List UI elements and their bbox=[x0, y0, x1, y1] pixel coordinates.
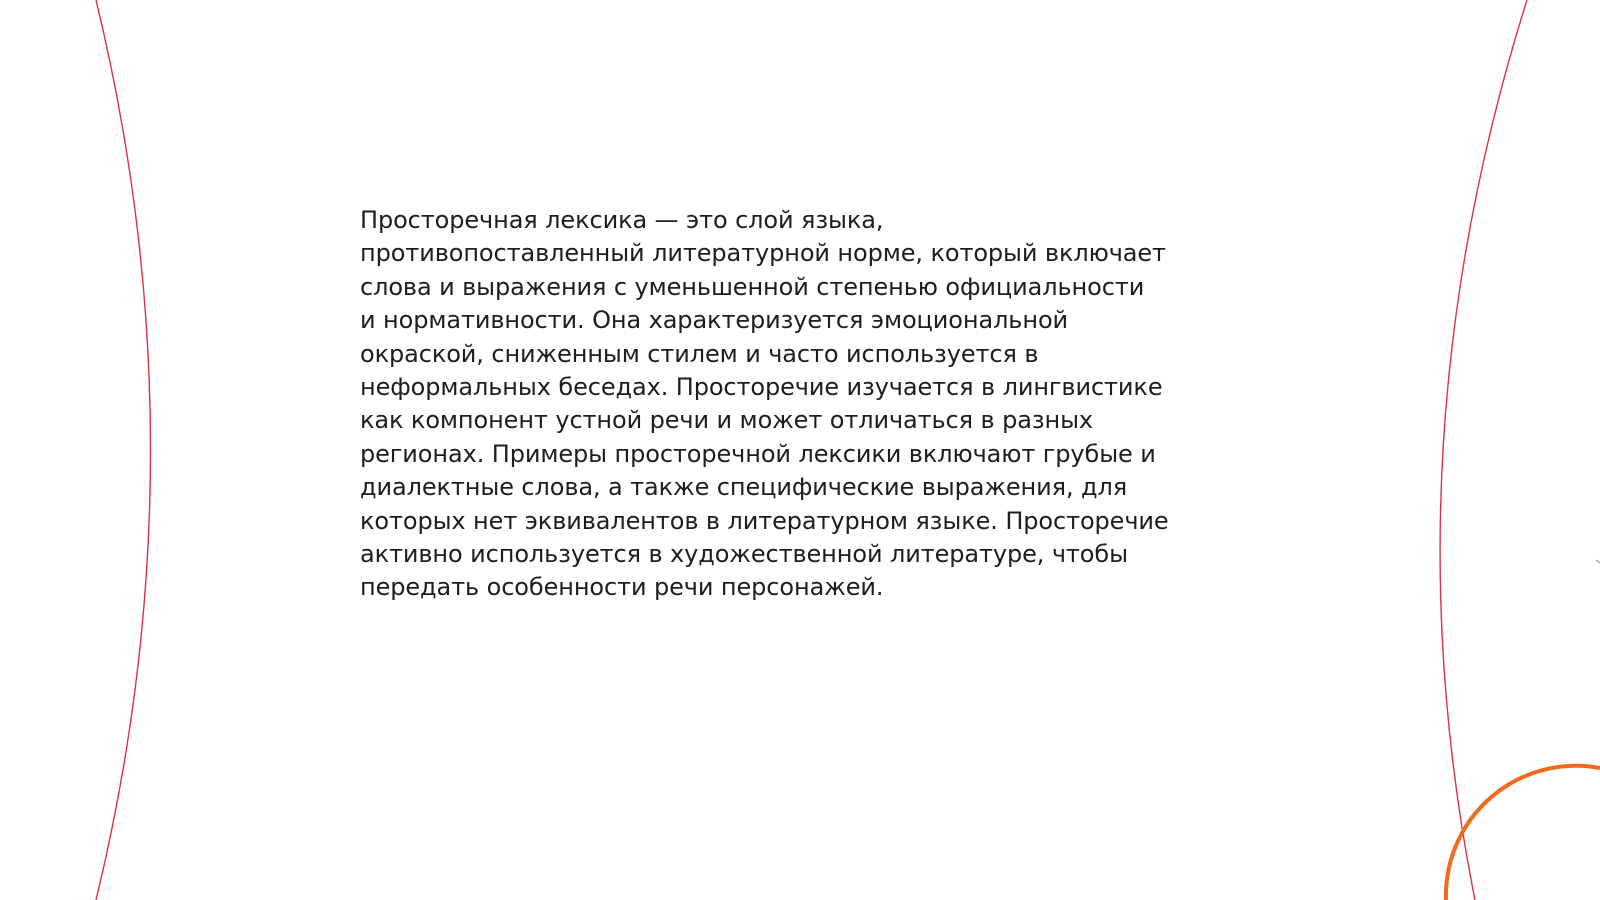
main-paragraph bbox=[360, 204, 1260, 605]
paragraph-line: неформальных беседах. Просторечие изучается в лингвистике bbox=[360, 373, 1163, 402]
paragraph-line: активно используется в художественной литературе, чтобы bbox=[360, 540, 1128, 569]
small-arrow-mark bbox=[1596, 560, 1600, 563]
paragraph-line: которых нет эквивалентов в литературном языке. Просторечие bbox=[360, 506, 1169, 535]
paragraph-line: и нормативности. Она характеризуется эмоциональной bbox=[360, 306, 1069, 335]
paragraph-line: Просторечная лексика — это слой языка, bbox=[360, 206, 884, 234]
left-red-arc bbox=[96, 0, 151, 900]
orange-circle-arc bbox=[1446, 766, 1600, 900]
right-red-arc bbox=[1440, 0, 1527, 900]
paragraph-line: окраской, сниженным стилем и часто используется в bbox=[360, 339, 1039, 368]
paragraph-line: слова и выражения с уменьшенной степенью официальности bbox=[360, 272, 1145, 301]
paragraph-line: диалектные слова, а также специфические выражения, для bbox=[360, 473, 1128, 502]
paragraph-line: противопоставленный литературной норме, который включает bbox=[360, 239, 1166, 268]
paragraph-line: регионах. Примеры просторечной лексики включают грубые и bbox=[360, 439, 1156, 468]
paragraph-line: передать особенности речи персонажей. bbox=[360, 573, 884, 602]
paragraph-line: как компонент устной речи и может отличаться в разных bbox=[360, 406, 1094, 435]
